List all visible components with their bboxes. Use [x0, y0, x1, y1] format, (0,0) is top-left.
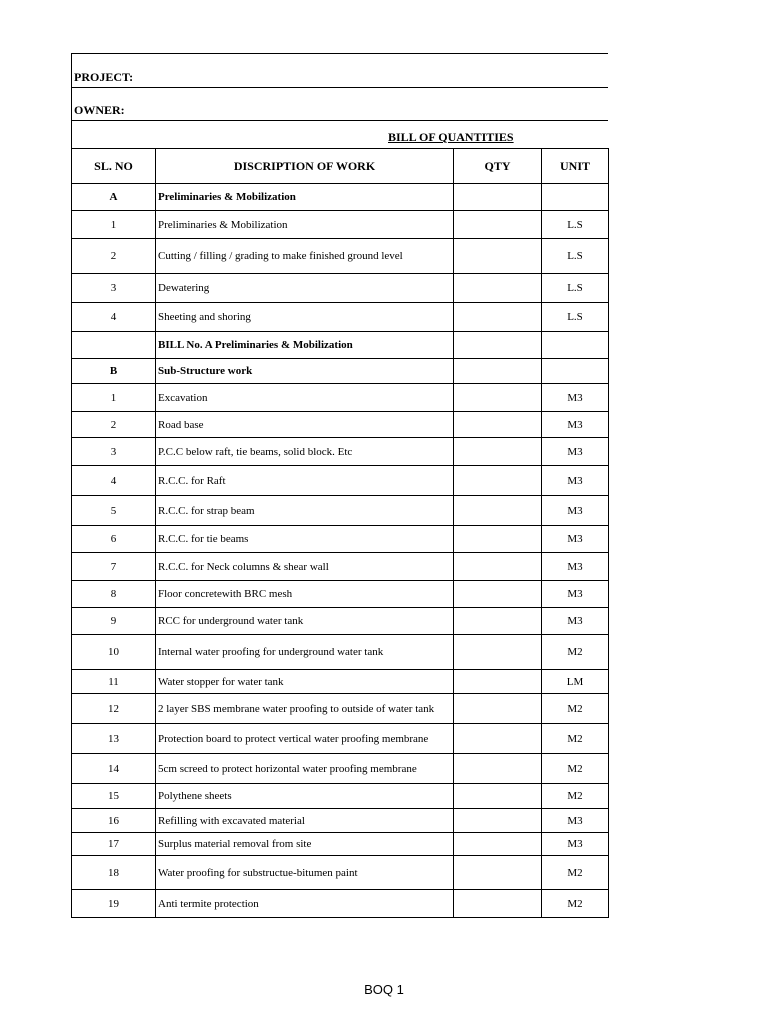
table-row: [72, 211, 609, 239]
table-row: [72, 754, 609, 784]
cell-unit: [542, 184, 609, 211]
cell-description: BILL No. A Preliminaries & Mobilization: [156, 332, 454, 359]
cell-qty: [454, 496, 542, 526]
cell-qty: [454, 184, 542, 211]
cell-unit: L.S: [542, 274, 609, 303]
cell-unit: M2: [542, 635, 609, 670]
cell-qty: [454, 332, 542, 359]
cell-description: R.C.C. for Raft: [156, 466, 454, 496]
table-row: [72, 553, 609, 581]
cell-sl-no: 17: [72, 833, 156, 856]
cell-unit: M3: [542, 496, 609, 526]
owner-label: OWNER:: [74, 103, 125, 117]
boq-table: [71, 148, 609, 918]
cell-sl-no: 15: [72, 784, 156, 809]
cell-description: Preliminaries & Mobilization: [156, 211, 454, 239]
project-label: PROJECT:: [74, 70, 134, 84]
sheet-name-footer: BOQ 1: [364, 982, 404, 997]
cell-unit: M3: [542, 412, 609, 438]
cell-sl-no: 6: [72, 526, 156, 553]
table-row: [72, 496, 609, 526]
cell-qty: [454, 384, 542, 412]
table-row: [72, 809, 609, 833]
cell-sl-no: 13: [72, 724, 156, 754]
cell-description: Water proofing for substructue-bitumen paint: [156, 856, 454, 890]
document-title: BILL OF QUANTITIES: [388, 130, 514, 144]
cell-description: Preliminaries & Mobilization: [156, 184, 454, 211]
cell-sl-no: 19: [72, 890, 156, 918]
cell-description: Surplus material removal from site: [156, 833, 454, 856]
cell-sl-no: 1: [72, 211, 156, 239]
table-row: [72, 384, 609, 412]
cell-unit: M3: [542, 526, 609, 553]
cell-qty: [454, 809, 542, 833]
cell-qty: [454, 239, 542, 274]
cell-unit: M3: [542, 438, 609, 466]
cell-description: Polythene sheets: [156, 784, 454, 809]
table-body: [72, 184, 609, 918]
cell-unit: [542, 332, 609, 359]
cell-unit: L.S: [542, 303, 609, 332]
cell-sl-no: [72, 332, 156, 359]
table-row: [72, 438, 609, 466]
cell-unit: [542, 359, 609, 384]
cell-sl-no: 11: [72, 670, 156, 694]
column-header-qty: QTY: [454, 149, 542, 184]
cell-qty: [454, 553, 542, 581]
cell-qty: [454, 754, 542, 784]
table-row: [72, 239, 609, 274]
cell-qty: [454, 635, 542, 670]
cell-sl-no: 3: [72, 438, 156, 466]
column-header-unit: UNIT: [542, 149, 609, 184]
table-row: [72, 890, 609, 918]
table-row: [72, 274, 609, 303]
cell-qty: [454, 438, 542, 466]
cell-qty: [454, 694, 542, 724]
cell-sl-no: 16: [72, 809, 156, 833]
table-row: [72, 635, 609, 670]
table-row: [72, 303, 609, 332]
header-left-border: [71, 53, 72, 148]
cell-qty: [454, 833, 542, 856]
cell-unit: M3: [542, 466, 609, 496]
table-header-row: [72, 149, 609, 184]
table-row: [72, 724, 609, 754]
cell-unit: M3: [542, 553, 609, 581]
cell-unit: M3: [542, 608, 609, 635]
cell-unit: M3: [542, 581, 609, 608]
cell-unit: M2: [542, 856, 609, 890]
cell-sl-no: 5: [72, 496, 156, 526]
cell-unit: L.S: [542, 239, 609, 274]
header-divider: [71, 87, 608, 88]
cell-description: Road base: [156, 412, 454, 438]
table-row: [72, 412, 609, 438]
cell-unit: M2: [542, 754, 609, 784]
table-row: [72, 332, 609, 359]
cell-sl-no: 12: [72, 694, 156, 724]
table-row: [72, 526, 609, 553]
cell-qty: [454, 274, 542, 303]
cell-description: Refilling with excavated material: [156, 809, 454, 833]
cell-description: Water stopper for water tank: [156, 670, 454, 694]
cell-description: Floor concretewith BRC mesh: [156, 581, 454, 608]
cell-qty: [454, 581, 542, 608]
cell-sl-no: 7: [72, 553, 156, 581]
cell-sl-no: 9: [72, 608, 156, 635]
cell-description: 2 layer SBS membrane water proofing to outside of water tank: [156, 694, 454, 724]
cell-qty: [454, 303, 542, 332]
cell-qty: [454, 856, 542, 890]
table-row: [72, 694, 609, 724]
cell-unit: L.S: [542, 211, 609, 239]
table-row: [72, 359, 609, 384]
cell-unit: M2: [542, 694, 609, 724]
cell-sl-no: 10: [72, 635, 156, 670]
cell-qty: [454, 670, 542, 694]
cell-description: R.C.C. for tie beams: [156, 526, 454, 553]
cell-qty: [454, 211, 542, 239]
column-header-sl-no: SL. NO: [72, 149, 156, 184]
table-row: [72, 784, 609, 809]
cell-description: Dewatering: [156, 274, 454, 303]
cell-sl-no: 8: [72, 581, 156, 608]
cell-unit: M2: [542, 890, 609, 918]
cell-description: R.C.C. for Neck columns & shear wall: [156, 553, 454, 581]
cell-qty: [454, 412, 542, 438]
table-row: [72, 466, 609, 496]
cell-sl-no: 2: [72, 412, 156, 438]
table-row: [72, 856, 609, 890]
cell-sl-no: 18: [72, 856, 156, 890]
cell-sl-no: A: [72, 184, 156, 211]
cell-description: Cutting / filling / grading to make finished ground level: [156, 239, 454, 274]
table-row: [72, 670, 609, 694]
header-divider: [71, 120, 608, 121]
cell-unit: M2: [542, 784, 609, 809]
table-row: [72, 581, 609, 608]
cell-sl-no: B: [72, 359, 156, 384]
cell-qty: [454, 526, 542, 553]
table-row: [72, 184, 609, 211]
table-row: [72, 608, 609, 635]
cell-description: 5cm screed to protect horizontal water proofing membrane: [156, 754, 454, 784]
header-top-border: [71, 53, 608, 54]
cell-qty: [454, 466, 542, 496]
cell-description: Internal water proofing for underground water tank: [156, 635, 454, 670]
cell-unit: M3: [542, 384, 609, 412]
cell-description: Anti termite protection: [156, 890, 454, 918]
cell-qty: [454, 890, 542, 918]
cell-unit: M3: [542, 833, 609, 856]
cell-sl-no: 4: [72, 466, 156, 496]
cell-description: RCC for underground water tank: [156, 608, 454, 635]
cell-qty: [454, 724, 542, 754]
cell-qty: [454, 784, 542, 809]
cell-sl-no: 14: [72, 754, 156, 784]
cell-sl-no: 1: [72, 384, 156, 412]
cell-sl-no: 4: [72, 303, 156, 332]
cell-sl-no: 3: [72, 274, 156, 303]
cell-qty: [454, 608, 542, 635]
column-header-description: DISCRIPTION OF WORK: [156, 149, 454, 184]
cell-description: Sub-Structure work: [156, 359, 454, 384]
cell-description: R.C.C. for strap beam: [156, 496, 454, 526]
cell-unit: M2: [542, 724, 609, 754]
cell-unit: LM: [542, 670, 609, 694]
cell-unit: M3: [542, 809, 609, 833]
table-row: [72, 833, 609, 856]
cell-description: P.C.C below raft, tie beams, solid block. Etc: [156, 438, 454, 466]
cell-qty: [454, 359, 542, 384]
cell-description: Sheeting and shoring: [156, 303, 454, 332]
cell-description: Protection board to protect vertical water proofing membrane: [156, 724, 454, 754]
cell-sl-no: 2: [72, 239, 156, 274]
cell-description: Excavation: [156, 384, 454, 412]
